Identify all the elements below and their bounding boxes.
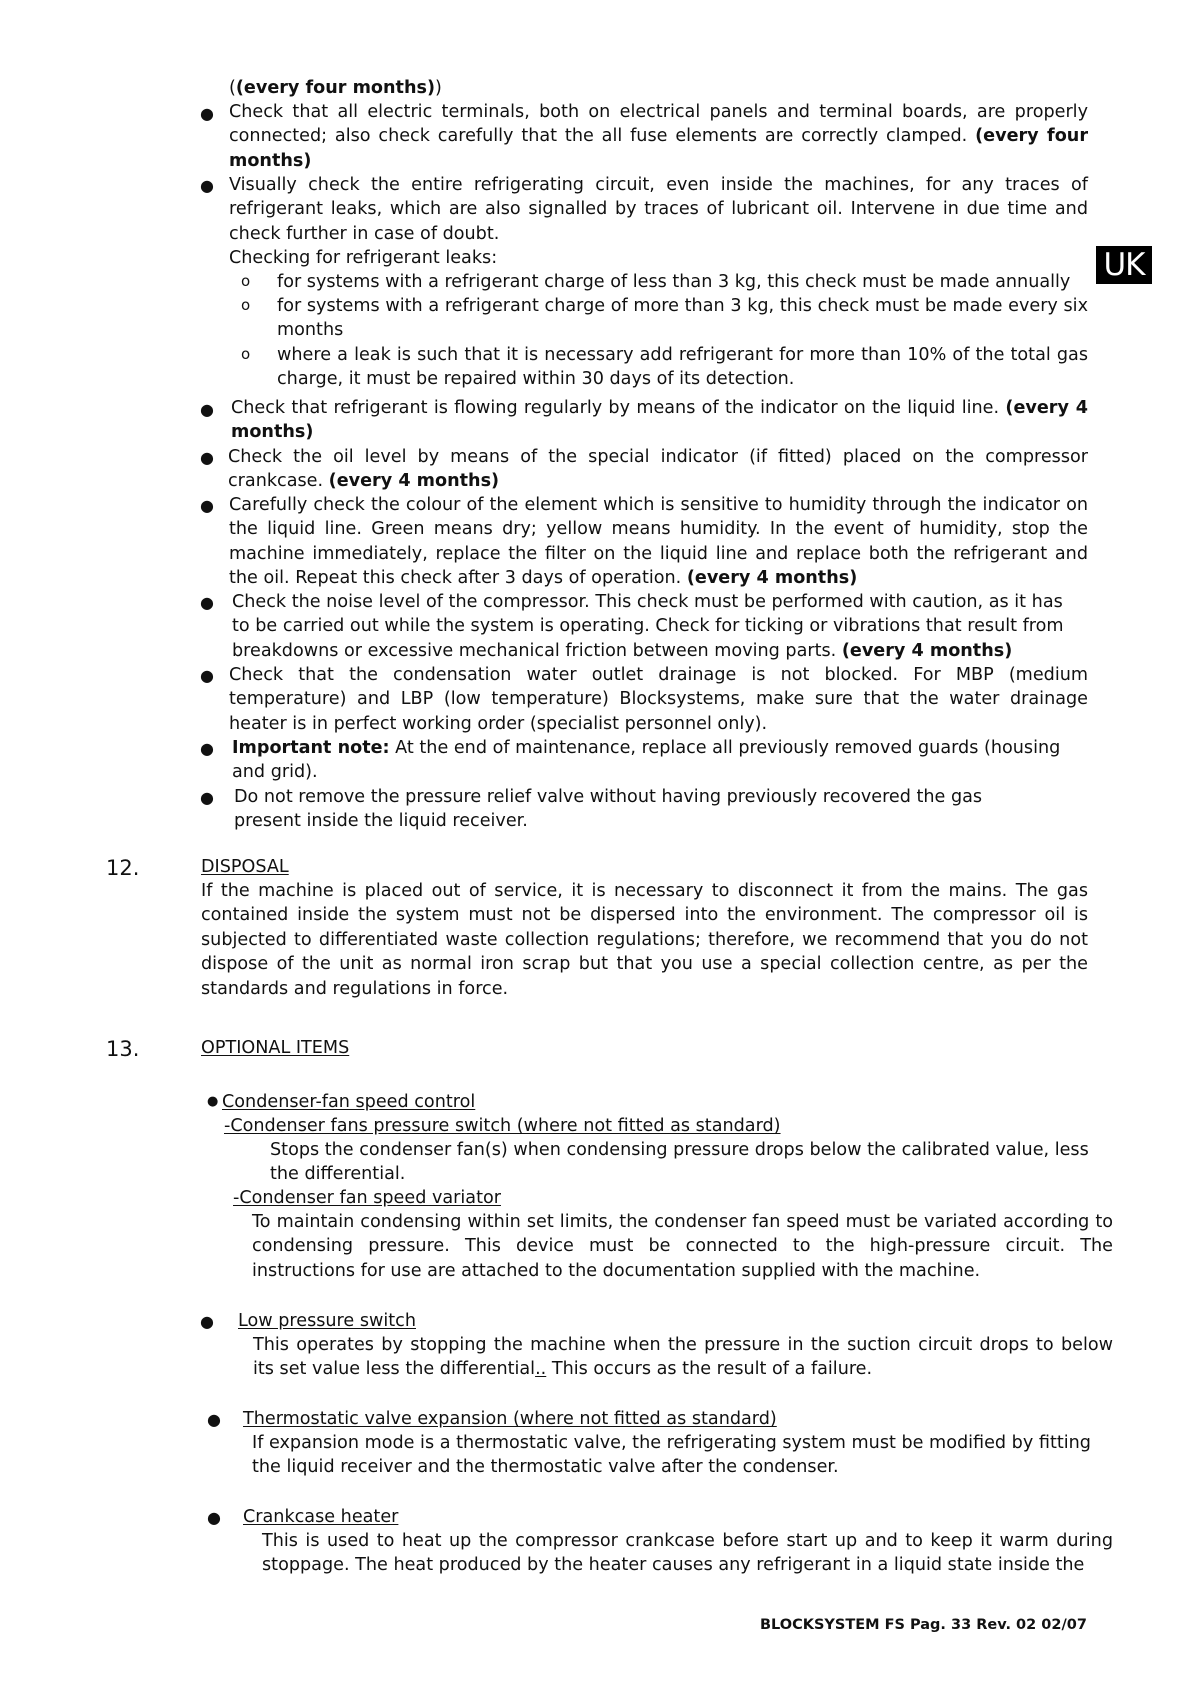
disposal-body: If the machine is placed out of service, it is necessary to disconnect it from the mains. The gas contained inside the system must not be dispersed into the environment. The compressor oil is subjected to differentiated waste collection regulations; therefore, we recommend that you do not dispose of the unit as normal iron scrap but that you use a special collection centre, as per the standards and regulations in force. xyxy=(201,881,1088,999)
continuation-line: ((every four months)) xyxy=(229,78,442,98)
bullet-icon: ● xyxy=(200,104,214,123)
crankcase-body: This is used to heat up the compressor crankcase before start up and to keep it warm during stoppage. The heat produced by the heater causes any refrigerant in a liquid state inside the xyxy=(262,1531,1113,1576)
leak-heading: Checking for refrigerant leaks: xyxy=(229,248,498,268)
low-pressure-title: Low pressure switch xyxy=(238,1311,416,1331)
crankcase-title: Crankcase heater xyxy=(243,1507,399,1527)
language-tab: UK xyxy=(1096,246,1152,284)
section-title: DISPOSAL xyxy=(201,857,289,877)
thermo-valve-title: Thermostatic valve expansion (where not fitted as standard) xyxy=(243,1409,777,1429)
fan-control-title: Condenser-fan speed control xyxy=(222,1092,476,1112)
bullet-icon: ● xyxy=(200,1312,214,1331)
sub-bullet-icon: o xyxy=(241,345,251,363)
low-pressure-body: This operates by stopping the machine when the pressure in the suction circuit drops to below its set value less the differential.. This occurs as the result of a failure. xyxy=(253,1335,1113,1380)
fan-variator-body: To maintain condensing within set limits, the condenser fan speed must be variated according to condensing pressure. This device must be connected to the high-pressure circuit. The instructions for use are attached to the documentation supplied with the machine. xyxy=(252,1212,1113,1281)
period-text: (every four months) xyxy=(235,78,435,98)
sub-bullet-icon: o xyxy=(241,296,251,314)
bullet-icon: ● xyxy=(207,1508,221,1527)
leak-check-item: for systems with a refrigerant charge of less than 3 kg, this check must be made annually xyxy=(277,272,1071,292)
section-number: 13. xyxy=(106,1037,140,1061)
thermo-valve-body: If expansion mode is a thermostatic valve, the refrigerating system must be modified by fitting the liquid receiver and the thermostatic valve after the condenser. xyxy=(252,1433,1091,1478)
bullet-icon: ● xyxy=(207,1410,221,1429)
maintenance-item: Do not remove the pressure relief valve without having previously recovered the gas present inside the liquid receiver. xyxy=(234,787,983,832)
bullet-icon: ● xyxy=(200,739,214,758)
maintenance-item: Check that all electric terminals, both on electrical panels and terminal boards, are properly connected; also check carefully that the all fuse elements are correctly clamped. (every four months) xyxy=(229,102,1088,171)
maintenance-item: Check that refrigerant is flowing regularly by means of the indicator on the liquid line. (every 4 months) xyxy=(231,398,1089,443)
section-title: OPTIONAL ITEMS xyxy=(201,1038,350,1058)
bullet-icon: ● xyxy=(200,666,214,685)
fan-switch-body: Stops the condenser fan(s) when condensing pressure drops below the calibrated value, less the differential. xyxy=(270,1140,1089,1185)
bullet-icon: ● xyxy=(200,176,214,195)
bullet-icon: ● xyxy=(200,788,214,807)
fan-variator-title: -Condenser fan speed variator xyxy=(233,1188,501,1208)
bullet-icon: ● xyxy=(200,593,214,612)
maintenance-item: Important note: At the end of maintenance, replace all previously removed guards (housing and grid). xyxy=(232,738,1061,783)
bullet-icon: ● xyxy=(200,400,214,419)
maintenance-item: Visually check the entire refrigerating circuit, even inside the machines, for any traces of refrigerant leaks, which are also signalled by traces of lubricant oil. Intervene in due time and check further in case of doubt. xyxy=(229,175,1088,244)
maintenance-item: Check the noise level of the compressor. This check must be performed with caution, as it has to be carried out while the system is operating. Check for ticking or vibrations that result from breakdowns or excessive mechanical friction between moving parts. (every 4 months) xyxy=(232,592,1064,661)
maintenance-item: Check the oil level by means of the special indicator (if fitted) placed on the compressor crankcase. (every 4 months) xyxy=(228,447,1088,492)
bullet-icon: ● xyxy=(200,496,214,515)
bullet-icon: ● xyxy=(200,448,214,467)
sub-bullet-icon: o xyxy=(241,272,251,290)
maintenance-item: Carefully check the colour of the element which is sensitive to humidity through the indicator on the liquid line. Green means dry; yellow means humidity. In the event of humidity, stop the machine immediately, replace the filter on the liquid line and replace both the refrigerant and the oil. Repeat this check after 3 days of operation. (every 4 months) xyxy=(229,495,1088,589)
section-number: 12. xyxy=(106,856,140,880)
bullet-icon: ● xyxy=(207,1094,219,1109)
fan-switch-title: -Condenser fans pressure switch (where not fitted as standard) xyxy=(224,1116,781,1136)
leak-check-item: where a leak is such that it is necessary add refrigerant for more than 10% of the total gas charge, it must be repaired within 30 days of its detection. xyxy=(277,345,1088,390)
leak-check-item: for systems with a refrigerant charge of more than 3 kg, this check must be made every six months xyxy=(277,296,1088,341)
maintenance-item: Check that the condensation water outlet drainage is not blocked. For MBP (medium temperature) and LBP (low temperature) Blocksystems, make sure that the water drainage heater is in perfect working order (specialist personnel only). xyxy=(229,665,1088,734)
page-footer: BLOCKSYSTEM FS Pag. 33 Rev. 02 02/07 xyxy=(760,1617,1087,1633)
